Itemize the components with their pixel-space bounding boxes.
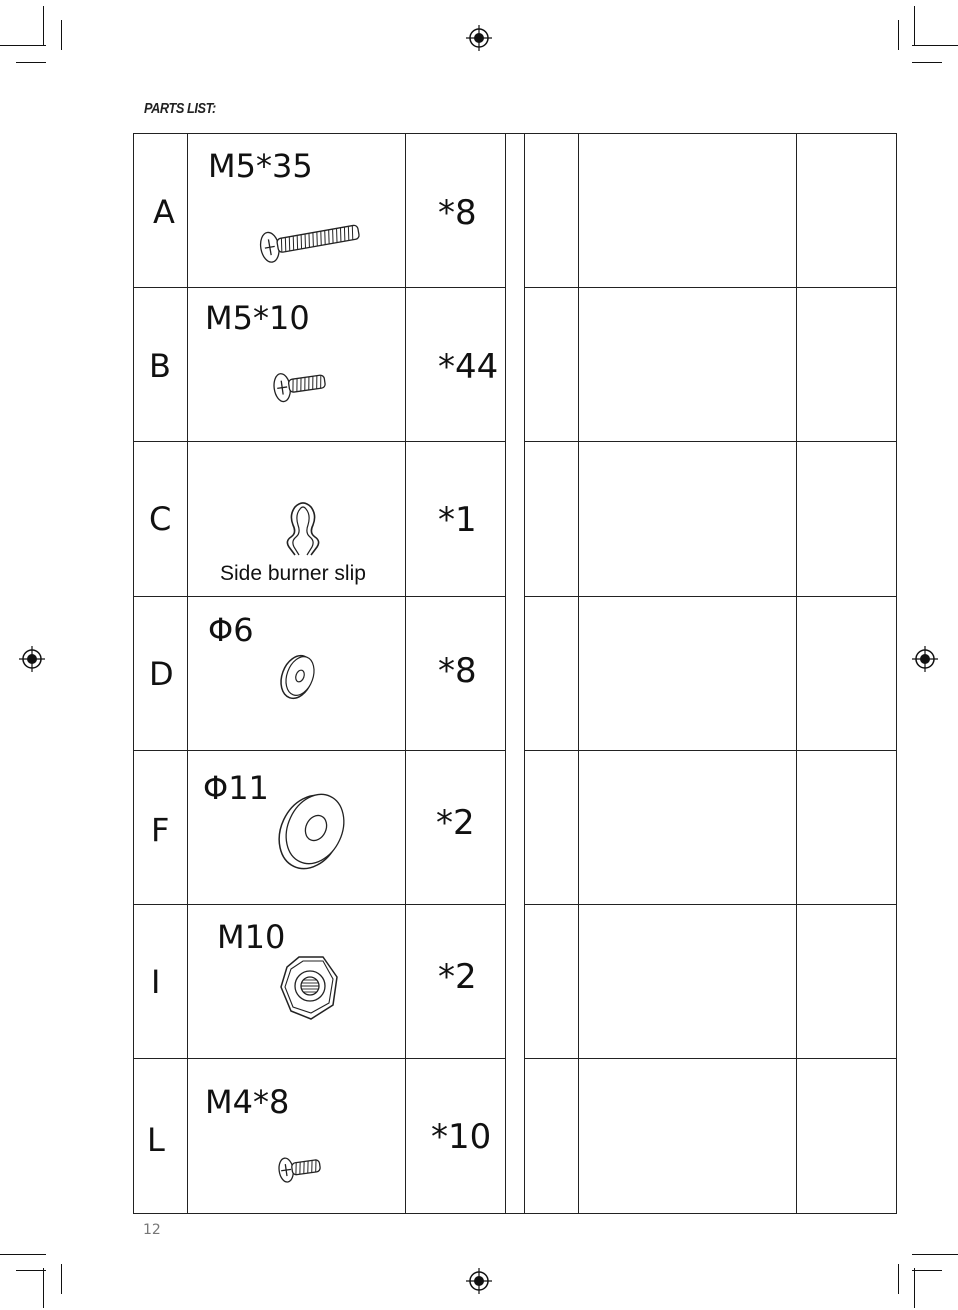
crop-mark	[912, 1254, 958, 1255]
registration-mark-icon	[19, 646, 45, 672]
crop-mark	[914, 6, 915, 46]
row-divider	[524, 596, 897, 597]
column-divider	[187, 133, 188, 1214]
part-spec: M4*8	[205, 1083, 290, 1121]
page-title: PARTS LIST:	[144, 100, 216, 117]
long-screw-icon	[257, 215, 365, 263]
registration-mark-icon	[466, 25, 492, 51]
crop-mark	[912, 1270, 942, 1271]
part-quantity: *2	[436, 803, 475, 843]
row-divider	[524, 904, 897, 905]
column-divider	[405, 133, 406, 1214]
part-letter: I	[151, 963, 161, 1001]
clip-icon	[281, 497, 325, 561]
column-divider	[796, 133, 797, 1214]
row-divider	[133, 1058, 506, 1059]
crop-mark	[61, 20, 62, 50]
part-letter: L	[147, 1121, 165, 1159]
part-letter: C	[149, 500, 172, 538]
row-divider	[524, 287, 897, 288]
crop-mark	[0, 1254, 46, 1255]
part-quantity: *8	[438, 651, 477, 691]
crop-mark	[43, 1268, 44, 1308]
part-spec: M5*35	[208, 147, 313, 185]
crop-mark	[61, 1264, 62, 1294]
column-divider	[133, 133, 134, 1214]
column-divider	[524, 133, 525, 1214]
part-letter: D	[149, 655, 174, 693]
part-quantity: *8	[438, 193, 477, 233]
crop-mark	[898, 20, 899, 50]
crop-mark	[0, 45, 46, 46]
row-divider	[524, 1058, 897, 1059]
registration-mark-icon	[466, 1268, 492, 1294]
registration-mark-icon	[912, 646, 938, 672]
row-divider	[133, 750, 506, 751]
part-spec: M10	[217, 918, 286, 956]
crop-mark	[912, 45, 958, 46]
small-screw-icon	[276, 1149, 326, 1187]
table-border	[133, 1213, 897, 1214]
crop-mark	[43, 6, 44, 46]
row-divider	[524, 441, 897, 442]
table-border	[133, 133, 897, 134]
part-spec: Φ11	[203, 769, 269, 807]
crop-mark	[16, 1270, 46, 1271]
part-letter: F	[151, 811, 170, 849]
page-number: 12	[143, 1222, 161, 1238]
row-divider	[133, 596, 506, 597]
column-divider	[505, 133, 506, 1214]
part-quantity: *2	[438, 957, 477, 997]
part-letter: A	[153, 193, 175, 231]
part-letter: B	[149, 347, 171, 385]
part-quantity: *10	[431, 1117, 492, 1157]
part-spec: M5*10	[205, 299, 310, 337]
row-divider	[524, 750, 897, 751]
crop-mark	[914, 1268, 915, 1308]
large-washer-icon	[277, 787, 349, 873]
column-divider	[896, 133, 897, 1214]
small-washer-icon	[277, 653, 317, 701]
row-divider	[133, 287, 506, 288]
column-divider	[578, 133, 579, 1214]
crop-mark	[16, 62, 46, 63]
crop-mark	[898, 1264, 899, 1294]
part-spec: Φ6	[208, 611, 254, 649]
parts-table	[133, 133, 897, 1214]
row-divider	[133, 441, 506, 442]
short-screw-icon	[271, 363, 331, 407]
row-divider	[133, 904, 506, 905]
crop-mark	[912, 62, 942, 63]
part-caption: Side burner slip	[220, 562, 366, 585]
hex-nut-icon	[277, 953, 343, 1023]
part-quantity: *44	[438, 347, 499, 387]
part-quantity: *1	[438, 500, 477, 540]
